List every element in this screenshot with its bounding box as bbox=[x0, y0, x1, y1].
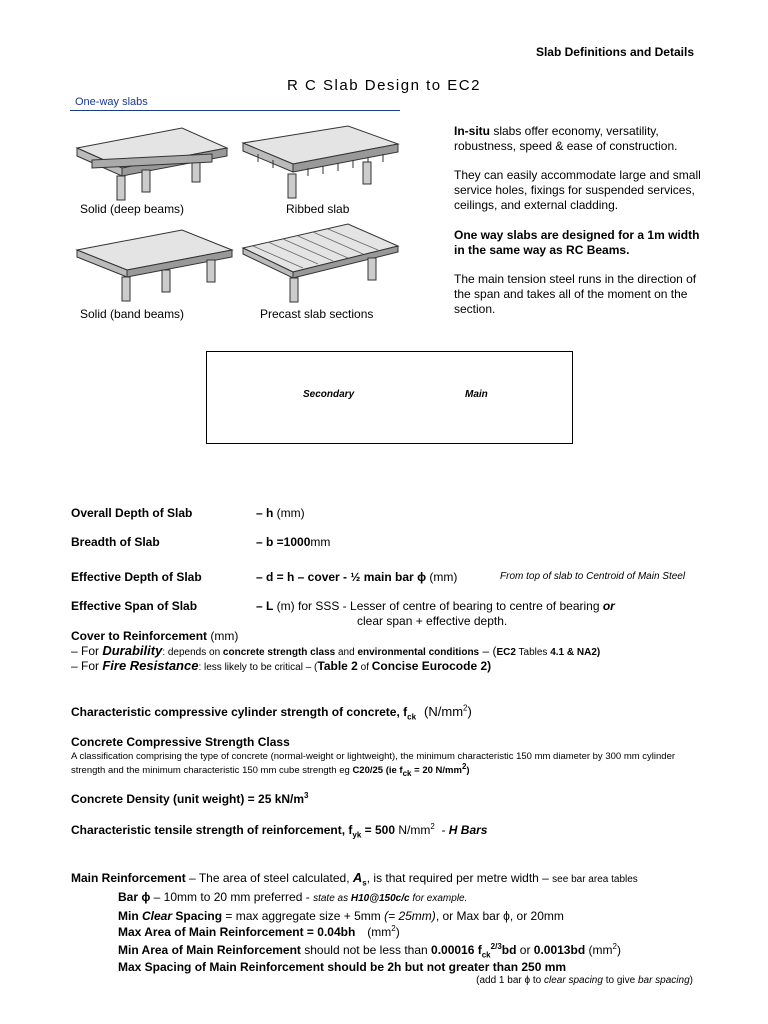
fyk-unit-sup: 2 bbox=[430, 822, 435, 831]
durability-prefix: – For bbox=[71, 644, 103, 658]
breadth-label: Breadth of Slab bbox=[71, 535, 160, 549]
min-area-v1-end: bd bbox=[501, 943, 517, 957]
fire-b1: Table 2 bbox=[317, 659, 358, 673]
eff-depth-unit: (mm) bbox=[426, 570, 458, 584]
fire-prefix: – For bbox=[71, 659, 103, 673]
bar-note: state as bbox=[313, 893, 351, 904]
span-value-2: clear span + effective depth. bbox=[357, 614, 508, 628]
fyk-bars: H Bars bbox=[448, 823, 488, 837]
bar-note-b: H10@150c/c bbox=[350, 893, 410, 904]
min-area-v2: 0.0013bd bbox=[533, 943, 586, 957]
spacing-rest: , or Max bar ϕ, or 20mm bbox=[435, 909, 564, 923]
ribbed-slab-image bbox=[238, 118, 403, 203]
main-dash: – bbox=[185, 871, 199, 885]
durability-t1: : depends on bbox=[162, 647, 223, 658]
fire-t1: : less likely to be critical – ( bbox=[198, 662, 318, 673]
intro-p3: One way slabs are designed for a 1m width in the same way as RC Beams. bbox=[454, 228, 700, 257]
fck-unit-end: ) bbox=[467, 704, 472, 719]
diagram-main: Main bbox=[465, 389, 488, 400]
durability-t4: Tables bbox=[515, 647, 551, 658]
eff-depth-value bbox=[256, 570, 457, 584]
bar-label: Bar ϕ bbox=[118, 890, 151, 904]
span-label: Effective Span of Slab bbox=[71, 599, 198, 613]
min-area-text: should not be less than bbox=[300, 943, 432, 957]
intro-p4: The main tension steel runs in the direction of the span and takes all of the moment on the section. bbox=[454, 272, 697, 316]
footnote-i2: bar spacing bbox=[637, 975, 690, 986]
spacing-line bbox=[118, 909, 564, 923]
class-title: Concrete Compressive Strength Class bbox=[71, 735, 290, 749]
caption-ribbed: Ribbed slab bbox=[286, 202, 350, 216]
depth-unit: (mm) bbox=[273, 506, 305, 520]
page-title: R C Slab Design to EC2 bbox=[287, 77, 481, 94]
spacing-min: Min bbox=[118, 909, 142, 923]
caption-solid-band: Solid (band beams) bbox=[80, 307, 185, 321]
class-eg-sub: ck bbox=[402, 768, 412, 778]
durability-b3: EC2 bbox=[496, 647, 516, 658]
spacing-paren: (= 25mm) bbox=[384, 909, 436, 923]
footnote-end: ) bbox=[689, 975, 693, 986]
cover-line bbox=[71, 629, 238, 643]
span-symbol: – L bbox=[256, 599, 274, 613]
durability-b1: concrete strength class bbox=[222, 647, 336, 658]
fire-term: Fire Resistance bbox=[102, 658, 199, 673]
depth-label: Overall Depth of Slab bbox=[71, 506, 193, 520]
min-area-line bbox=[118, 942, 621, 960]
fire-line bbox=[71, 658, 491, 673]
span-value bbox=[256, 599, 615, 613]
footnote-i: clear spacing bbox=[544, 975, 603, 986]
caption-precast: Precast slab sections bbox=[260, 307, 374, 321]
durability-line bbox=[71, 643, 600, 658]
max-area-unit: (mm bbox=[367, 925, 392, 939]
min-area-sup: 2 bbox=[612, 942, 617, 951]
class-eg-rest: = 20 N/mm bbox=[411, 765, 462, 776]
fck-unit-text: (N/mm bbox=[424, 704, 464, 719]
eff-depth-formula: – d = h – cover - ½ main bar ϕ bbox=[256, 570, 427, 584]
min-area-end: ) bbox=[616, 943, 621, 957]
caption-solid-deep: Solid (deep beams) bbox=[80, 202, 185, 216]
fyk-line: Characteristic tensile strength of reinforcement, $f_{yk} = 500$ $N/mm^2$ - H Bars bbox=[71, 822, 488, 840]
min-area-unit: (mm bbox=[585, 943, 613, 957]
spacing-label: Spacing bbox=[172, 909, 223, 923]
breadth-value bbox=[256, 535, 330, 549]
durability-term: Durability bbox=[102, 643, 163, 658]
spacing-text: = max aggregate size + 5mm bbox=[222, 909, 385, 923]
fck-label: Characteristic compressive cylinder strength of concrete, f bbox=[71, 705, 408, 719]
solid-deep-beams-image bbox=[72, 118, 232, 203]
diagram-secondary: Secondary bbox=[303, 389, 355, 400]
bar-note-end: for example. bbox=[409, 893, 468, 904]
class-eg-sup: 2 bbox=[461, 761, 467, 771]
density-line bbox=[71, 792, 309, 806]
durability-t3: – ( bbox=[479, 644, 497, 658]
cover-unit: (mm) bbox=[207, 629, 239, 643]
bar-line bbox=[118, 890, 467, 904]
density-text: Concrete Density (unit weight) = 25 kN/m bbox=[71, 792, 305, 806]
class-desc: A classification comprising the type of concrete (normal-weight or lightweight), the minimum characteristic 150 mm diameter by 300 mm cylinder strength and the minimum characteristic 150 mm cube strength eg bbox=[71, 751, 676, 776]
main-text3: see bar area tables bbox=[552, 874, 638, 885]
breadth-unit: mm bbox=[310, 535, 331, 549]
span-or: or bbox=[602, 599, 615, 613]
min-area-v1: 0.00016 f bbox=[431, 943, 482, 957]
cover-label: Cover to Reinforcement bbox=[71, 629, 208, 643]
min-area-label: Min Area of Main Reinforcement bbox=[118, 943, 301, 957]
precast-slab-image bbox=[238, 216, 403, 306]
min-area-v1-sup: 2/3 bbox=[490, 942, 502, 951]
max-area-line bbox=[118, 925, 400, 939]
depth-value bbox=[256, 506, 305, 520]
fck-unit-sup: 2 bbox=[463, 703, 468, 713]
intro-p1 bbox=[454, 124, 704, 154]
footnote bbox=[476, 975, 693, 986]
min-area-or: or bbox=[516, 943, 534, 957]
main-text1: The area of steel calculated, bbox=[198, 871, 353, 885]
max-area-text: Max Area of Main Reinforcement = 0.04bh bbox=[118, 925, 356, 939]
main-as-sub: s bbox=[362, 878, 367, 888]
durability-b2: environmental conditions bbox=[357, 647, 480, 658]
fck-line bbox=[71, 703, 472, 722]
max-area-end: ) bbox=[395, 925, 400, 939]
spacing-clear: Clear bbox=[142, 909, 173, 923]
breadth-symbol: – b =1000 bbox=[256, 535, 311, 549]
oneway-label: One-way slabs bbox=[75, 96, 148, 108]
fire-b2: Concise Eurocode 2) bbox=[371, 659, 492, 673]
durability-t2: and bbox=[335, 647, 358, 658]
fyk-value: = 500 bbox=[361, 823, 396, 837]
class-eg-end: ) bbox=[466, 765, 470, 776]
fyk-sub: yk bbox=[352, 830, 362, 840]
max-spacing-line: Max Spacing of Main Reinforcement should be 2h but not greater than 250 mm bbox=[118, 960, 567, 974]
fck-sub: ck bbox=[407, 712, 417, 722]
span-text: (m) for SSS - Lesser of centre of bearing to centre of bearing bbox=[273, 599, 603, 613]
main-as: A bbox=[352, 870, 363, 885]
slab-direction-diagram bbox=[206, 351, 573, 444]
fyk-label: Characteristic tensile strength of reinforcement, f bbox=[71, 823, 353, 837]
class-eg: C20/25 (ie f bbox=[352, 765, 403, 776]
footnote-pre: (add 1 bar ϕ to bbox=[476, 975, 544, 986]
max-area-sup: 2 bbox=[391, 924, 396, 933]
main-line bbox=[71, 870, 638, 888]
eff-depth-label: Effective Depth of Slab bbox=[71, 570, 202, 584]
min-area-v1-sub: ck bbox=[481, 950, 491, 960]
class-text bbox=[71, 750, 711, 778]
oneway-underline bbox=[70, 110, 400, 111]
intro-p2: They can easily accommodate large and small service holes, fixings for suspended services, ceilings, and external cladding. bbox=[454, 168, 701, 212]
solid-band-beams-image bbox=[72, 222, 237, 307]
depth-symbol: – h bbox=[256, 506, 274, 520]
intro-insitu: In-situ bbox=[454, 124, 490, 138]
main-text2: , is that required per metre width – bbox=[366, 871, 553, 885]
fck-unit bbox=[424, 704, 472, 719]
fyk-unit: N/mm bbox=[395, 823, 431, 837]
footnote-mid: to give bbox=[602, 975, 638, 986]
main-label: Main Reinforcement bbox=[71, 871, 186, 885]
density-sup: 3 bbox=[304, 791, 309, 800]
eff-depth-note: From top of slab to Centroid of Main Steel bbox=[500, 571, 686, 582]
durability-b4: 4.1 & NA2) bbox=[550, 647, 601, 658]
fire-t2: of bbox=[357, 662, 372, 673]
intro-p1-text: slabs offer economy, versatility, robustness, speed & ease of construction. bbox=[454, 124, 678, 153]
section-header: Slab Definitions and Details bbox=[535, 45, 694, 59]
bar-text: – 10mm to 20 mm preferred - bbox=[150, 890, 314, 904]
